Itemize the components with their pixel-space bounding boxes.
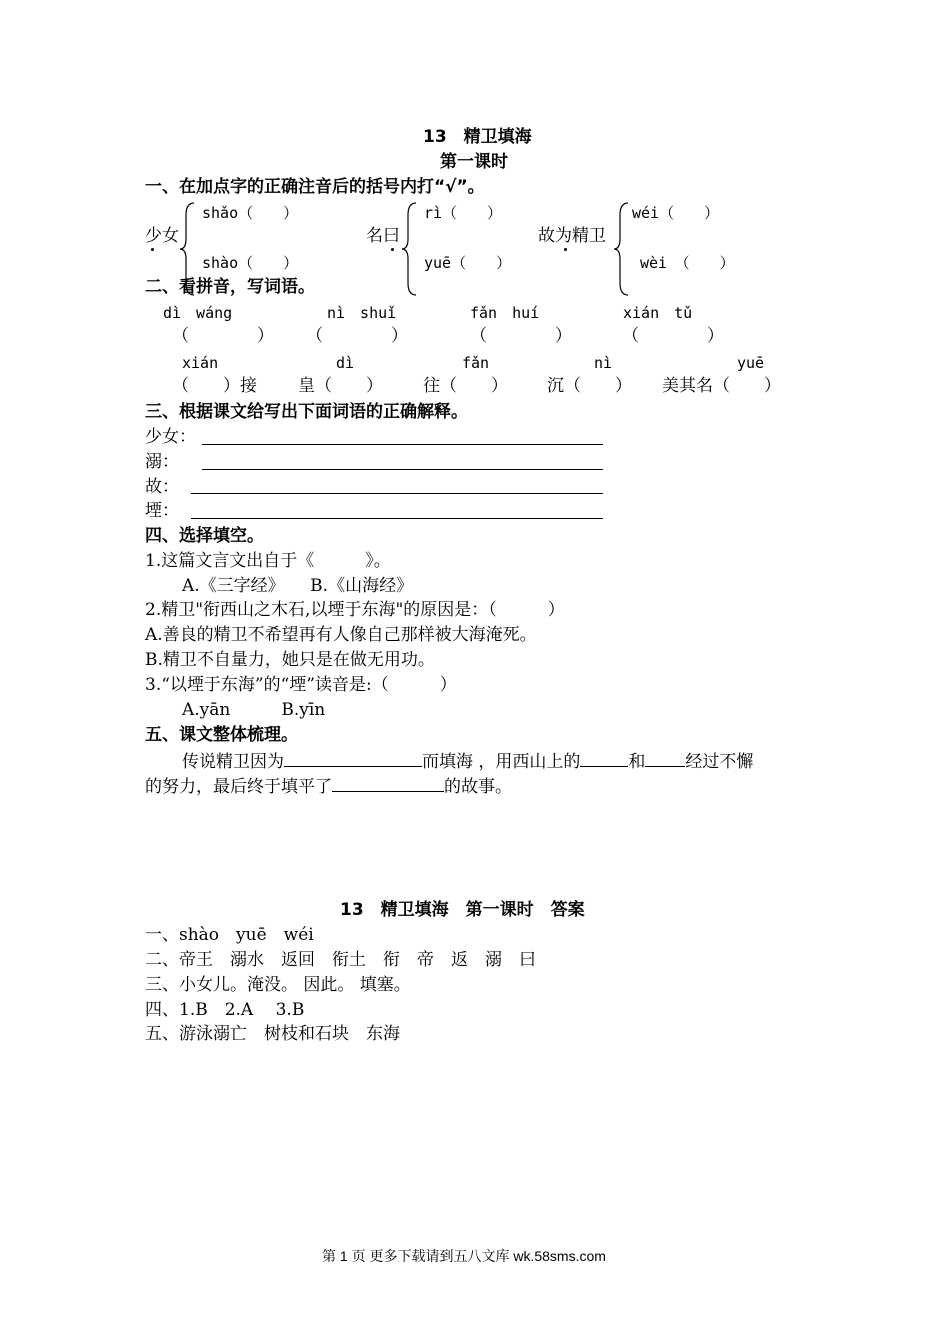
worksheet-subtitle: 第一课时: [440, 152, 508, 172]
q2-word-4[interactable]: 沉（ ）: [547, 376, 632, 396]
emphasis-dot: [391, 248, 394, 251]
q1-g3-opt1: wéi（ ）: [632, 204, 720, 222]
answer-line-3: 三、小女儿。淹没。 因此。 填塞。: [145, 975, 411, 995]
q2-pinyin-6: dì: [336, 354, 355, 372]
q1-g2-opt1: rì（ ）: [424, 204, 503, 222]
q3-item-1: 少女：: [145, 427, 196, 447]
q3-item-2: 溺：: [145, 452, 179, 472]
q3-item-4: 堙：: [145, 501, 179, 521]
q4-line-1: 1.这篇文言文出自于《 》。: [145, 551, 391, 571]
q2-pinyin-7: fǎn: [462, 354, 490, 372]
q1-g3-opt2: wèi （ ）: [640, 254, 735, 272]
answer-line-1: 一、shào yuē wéi: [145, 925, 314, 945]
q1-heading: 一、在加点字的正确注音后的括号内打“√”。: [145, 177, 485, 197]
q2-blank-1[interactable]: （ ）: [172, 326, 274, 346]
q2-word-1[interactable]: （ ）接: [172, 376, 257, 396]
q4-line-3: 2.精卫"衔西山之木石,以堙于东海"的原因是：（ ）: [145, 600, 565, 620]
q2-word-5[interactable]: 美其名（ ）: [662, 376, 781, 396]
q5-line-2: [145, 775, 512, 797]
q1-g1-word: 少女: [145, 226, 179, 246]
q5-heading: 五、课文整体梳理。: [145, 725, 298, 745]
q1-g1-opt2: shào（ ）: [202, 254, 299, 272]
q2-pinyin-8: nì: [594, 354, 613, 372]
q2-pinyin-2: nì shuǐ: [327, 304, 397, 322]
q1-g2-word: 名曰: [366, 226, 400, 246]
q2-pinyin-1: dì wáng: [163, 304, 233, 322]
answers-title: 13 精卫填海 第一课时 答案: [340, 900, 585, 920]
brace-icon: [614, 201, 634, 297]
q2-pinyin-5: xián: [182, 354, 219, 372]
q2-pinyin-9: yuē: [737, 354, 765, 372]
q2-pinyin-3: fǎn huí: [470, 304, 540, 322]
q2-blank-4[interactable]: （ ）: [622, 326, 724, 346]
q2-word-3[interactable]: 往（ ）: [423, 376, 508, 396]
emphasis-dot: [564, 248, 567, 251]
answer-line-5: 五、游泳溺亡 树枝和石块 东海: [145, 1024, 400, 1044]
answer-line-4: 四、1.B 2.A 3.B: [145, 1000, 305, 1020]
q3-heading: 三、根据课文给写出下面词语的正确解释。: [145, 402, 468, 422]
q5-text: 经过不懈: [685, 752, 754, 772]
fill-blank[interactable]: [332, 775, 444, 792]
q4-heading: 四、选择填空。: [145, 526, 264, 546]
q2-blank-2[interactable]: （ ）: [306, 326, 408, 346]
q4-line-6: 3.“以堙于东海”的“堙”读音是:（ ）: [145, 675, 457, 695]
fill-blank[interactable]: [645, 750, 685, 767]
q5-text: 的故事。: [444, 777, 512, 797]
emphasis-dot: [151, 248, 154, 251]
fill-blank[interactable]: [580, 750, 628, 767]
q2-heading: 二、看拼音，写词语。: [145, 277, 315, 297]
q5-text: 和: [628, 752, 646, 772]
answer-line[interactable]: [202, 469, 603, 470]
q1-g3-word: 故为精卫: [538, 226, 606, 246]
q2-blank-3[interactable]: （ ）: [470, 326, 572, 346]
q4-line-4: A.善良的精卫不希望再有人像自己那样被大海淹死。: [145, 625, 537, 645]
q1-g2-opt2: yuē（ ）: [424, 254, 512, 272]
fill-blank[interactable]: [284, 750, 422, 767]
page-footer: 第 1 页 更多下载请到五八文库 wk.58sms.com: [322, 1248, 606, 1264]
answer-line-2: 二、帝王 溺水 返回 衔土 衔 帝 返 溺 曰: [145, 950, 536, 970]
q5-text: 传说精卫因为: [182, 752, 284, 772]
answer-line[interactable]: [202, 444, 603, 445]
q2-pinyin-4: xián tǔ: [623, 304, 693, 322]
answer-line[interactable]: [191, 518, 603, 519]
q2-word-2[interactable]: 皇（ ）: [298, 376, 383, 396]
brace-icon: [402, 201, 422, 297]
q4-line-5: B.精卫不自量力，她只是在做无用功。: [145, 650, 435, 670]
q4-line-2: A.《三字经》 B.《山海经》: [182, 576, 414, 596]
q5-line-1: [182, 750, 753, 772]
answer-line[interactable]: [191, 493, 603, 494]
q5-text: 而填海 ，用西山上的: [422, 752, 581, 772]
q1-g1-opt1: shǎo（ ）: [202, 204, 299, 222]
q4-line-7: A.yān B.yīn: [182, 700, 326, 720]
q5-text: 的努力，最后终于填平了: [145, 777, 332, 797]
q3-item-3: 故：: [145, 477, 179, 497]
worksheet-title: 13 精卫填海: [423, 127, 532, 147]
